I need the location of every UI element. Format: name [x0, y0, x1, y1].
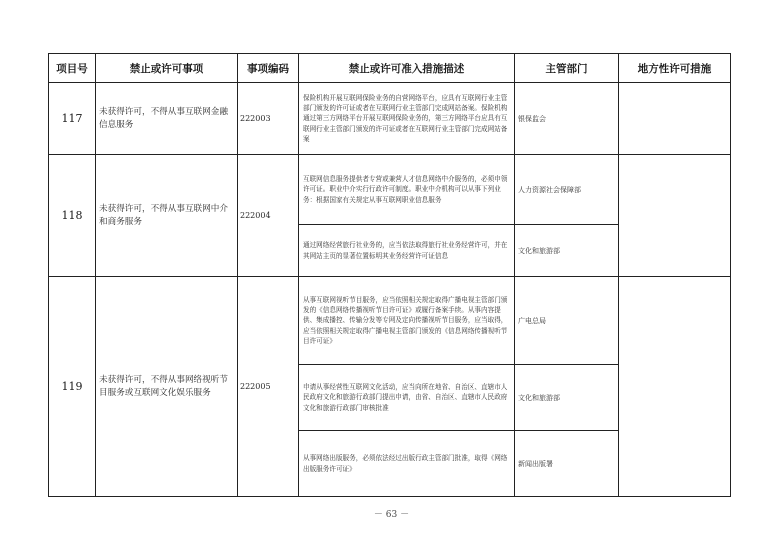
item-name: 未获得许可，不得从事互联网中介和商务服务	[96, 155, 238, 277]
department: 新闻出版署	[515, 431, 619, 497]
department: 文化和旅游部	[515, 225, 619, 277]
page-number: － 63 －	[373, 510, 410, 520]
item-name: 未获得许可，不得从事互联网金融信息服务	[96, 83, 238, 155]
department: 文化和旅游部	[515, 365, 619, 431]
measure-description: 申请从事经营性互联网文化活动，应当向所在地省、自治区、直辖市人民政府文化和旅游行政部门提出申请，由省、自治区、直辖市人民政府文化和旅游行政部门审核批准	[299, 365, 515, 431]
item-code: 222004	[238, 155, 299, 277]
department: 人力资源社会保障部	[515, 155, 619, 225]
department: 广电总局	[515, 277, 619, 365]
measure-description: 互联网信息服务提供者专营或兼营人才信息网络中介服务的，必须申领许可证。职业中介实行行政许可制度。职业中介机构可以从事下列业务：根据国家有关规定从事互联网职业信息服务	[299, 155, 515, 225]
item-number: 118	[49, 155, 96, 277]
measure-description: 从事互联网视听节目服务，应当依照相关规定取得广播电视主管部门颁发的《信息网络传播视听节目许可证》或履行备案手续。从事内容提供、集成播控、传输分发等专网及定向传播视听节目服务，应当取得，应当依照相关规定取得广播电视主管部门颁发的《信息网络传播视听节目许可证》	[299, 277, 515, 365]
table-row	[49, 155, 731, 225]
table-header-row	[49, 54, 731, 83]
header-measure-description: 禁止或许可准入措施描述	[299, 54, 515, 83]
department: 银保监会	[515, 83, 619, 155]
table-row	[49, 83, 731, 155]
header-department: 主管部门	[515, 54, 619, 83]
item-number: 117	[49, 83, 96, 155]
item-name: 未获得许可，不得从事网络视听节目服务或互联网文化娱乐服务	[96, 277, 238, 497]
local-measure-cell	[619, 83, 731, 155]
header-item-code: 事项编码	[238, 54, 299, 83]
measure-description: 通过网络经营旅行社业务的，应当依法取得旅行社业务经营许可，并在其网站主页的显著位置标明其业务经营许可证信息	[299, 225, 515, 277]
measure-description: 从事网络出版服务，必须依法经过出版行政主管部门批准，取得《网络出版服务许可证》	[299, 431, 515, 497]
header-item-number: 项目号	[49, 54, 96, 83]
item-code: 222003	[238, 83, 299, 155]
header-local-measures: 地方性许可措施	[619, 54, 731, 83]
market-access-table	[48, 53, 731, 497]
local-measure-cell	[619, 155, 731, 277]
local-measure-cell	[619, 277, 731, 497]
measure-description: 保险机构开展互联网保险业务的自营网络平台，应具有互联网行业主管部门颁发的许可证或者在互联网行业主管部门完成网站备案。保险机构通过第三方网络平台开展互联网保险业务的，第三方网络平台应具有互联网行业主管部门颁发的许可证或者在互联网行业主管部门完成网站备案	[299, 83, 515, 155]
item-code: 222005	[238, 277, 299, 497]
item-number: 119	[49, 277, 96, 497]
header-item-name: 禁止或许可事项	[96, 54, 238, 83]
table-row	[49, 277, 731, 365]
